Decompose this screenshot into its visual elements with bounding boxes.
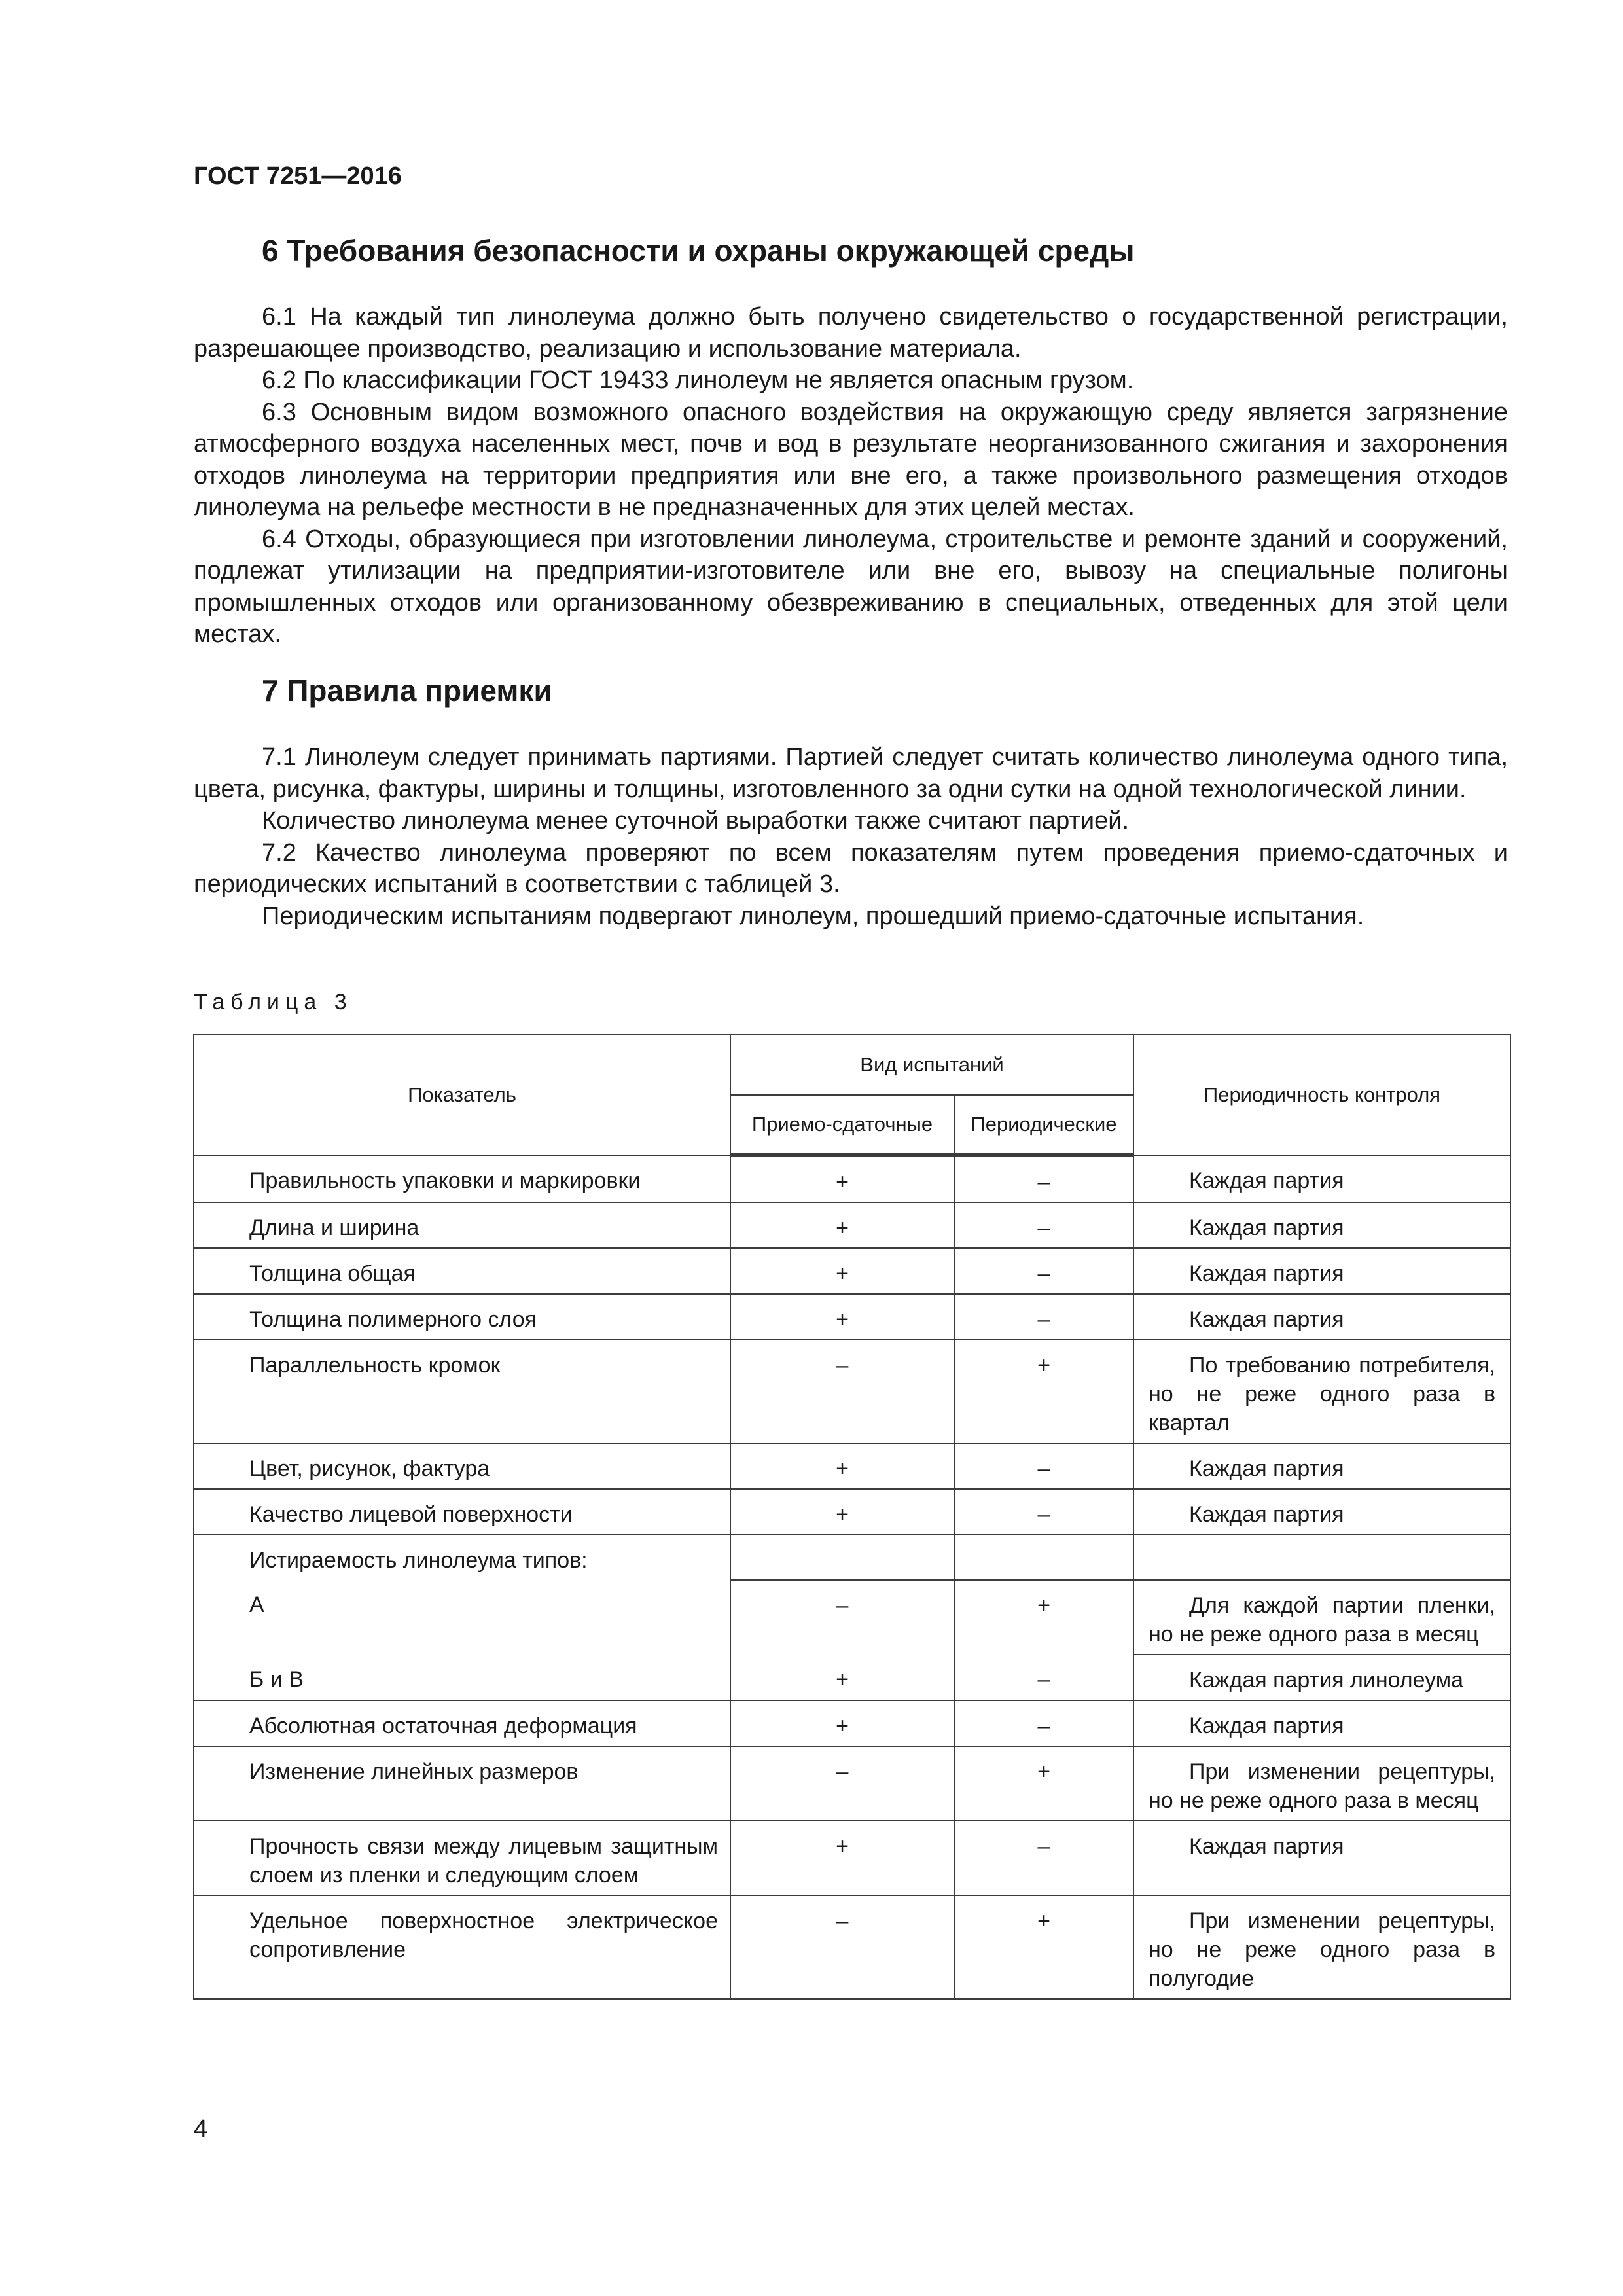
cell-frequency: Каждая партия	[1133, 1700, 1510, 1746]
cell-periodic: –	[954, 1489, 1133, 1535]
table-3	[193, 1034, 1511, 2000]
cell-periodic: +	[954, 1340, 1133, 1443]
cell-acceptance: –	[730, 1580, 954, 1655]
cell-periodic: +	[954, 1746, 1133, 1821]
cell-frequency: Каждая партия	[1133, 1155, 1510, 1202]
cell-indicator: Удельное поверхностное электрическое сопротивление	[194, 1895, 730, 1999]
table-row	[194, 1340, 1510, 1443]
table-row	[194, 1746, 1510, 1821]
cell-indicator: А	[194, 1580, 730, 1655]
cell-acceptance: +	[730, 1155, 954, 1202]
cell-acceptance: +	[730, 1700, 954, 1746]
cell-periodic: –	[954, 1202, 1133, 1248]
cell-periodic: –	[954, 1155, 1133, 1202]
header-test-type: Вид испытаний	[730, 1035, 1133, 1095]
cell-acceptance: +	[730, 1202, 954, 1248]
cell-periodic: +	[954, 1895, 1133, 1999]
cell-indicator: Правильность упаковки и маркировки	[194, 1155, 730, 1202]
cell-acceptance	[730, 1535, 954, 1580]
cell-frequency: Каждая партия	[1133, 1202, 1510, 1248]
table-row	[194, 1821, 1510, 1895]
cell-periodic: –	[954, 1700, 1133, 1746]
cell-frequency: При изменении рецептуры, но не реже одного раза в полугодие	[1133, 1895, 1510, 1999]
cell-periodic: –	[954, 1294, 1133, 1340]
header-indicator: Показатель	[194, 1035, 730, 1155]
cell-acceptance: +	[730, 1489, 954, 1535]
cell-frequency	[1133, 1535, 1510, 1580]
cell-periodic: –	[954, 1443, 1133, 1489]
cell-indicator: Параллельность кромок	[194, 1340, 730, 1443]
section-7-body	[194, 742, 1508, 932]
paragraph-6-1: 6.1 На каждый тип линолеума должно быть получено свидетельство о государственной регистрации, разрешающее производство, реализацию и использование материала.	[194, 303, 1508, 363]
cell-frequency: При изменении рецептуры, но не реже одного раза в месяц	[1133, 1746, 1510, 1821]
table-caption: Таблица 3	[194, 990, 353, 1014]
header-periodic: Периодические	[954, 1095, 1133, 1155]
cell-indicator: Толщина общая	[194, 1248, 730, 1294]
table-row	[194, 1489, 1510, 1535]
table-row	[194, 1443, 1510, 1489]
header-frequency: Периодичность контроля	[1133, 1035, 1510, 1155]
cell-periodic	[954, 1535, 1133, 1580]
cell-acceptance: +	[730, 1443, 954, 1489]
cell-indicator: Изменение линейных размеров	[194, 1746, 730, 1821]
paragraph-7-2-note: Периодическим испытаниям подвергают линолеум, прошедший приемо-сдаточные испытания.	[262, 902, 1364, 930]
paragraph-6-4: 6.4 Отходы, образующиеся при изготовлении линолеума, строительстве и ремонте зданий и сооружений, подлежат утилизации на предприятии-изготовителе или вне его, вывозу на специальные полигоны промышленных отходов или организованному обезвреживанию в специальных, отведенных для этой цели местах.	[194, 525, 1508, 648]
table-row	[194, 1202, 1510, 1248]
cell-frequency: Каждая партия	[1133, 1443, 1510, 1489]
cell-indicator: Б и В	[194, 1655, 730, 1700]
cell-frequency: Каждая партия	[1133, 1489, 1510, 1535]
document-code: ГОСТ 7251—2016	[194, 162, 402, 190]
table-row	[194, 1580, 1510, 1655]
cell-periodic: –	[954, 1248, 1133, 1294]
cell-acceptance: +	[730, 1294, 954, 1340]
cell-indicator: Качество лицевой поверхности	[194, 1489, 730, 1535]
paragraph-7-1: 7.1 Линолеум следует принимать партиями. Партией следует считать количество линолеума одного типа, цвета, рисунка, фактуры, ширины и толщины, изготовленного за одни сутки на одной технологической линии.	[194, 744, 1508, 803]
paragraph-7-1-note: Количество линолеума менее суточной выработки также считают партией.	[262, 807, 1130, 834]
cell-acceptance: –	[730, 1895, 954, 1999]
cell-indicator: Длина и ширина	[194, 1202, 730, 1248]
cell-indicator: Цвет, рисунок, фактура	[194, 1443, 730, 1489]
header-acceptance: Приемо-сдаточные	[730, 1095, 954, 1155]
section-7-heading: 7 Правила приемки	[262, 673, 552, 708]
cell-frequency: Каждая партия	[1133, 1294, 1510, 1340]
cell-periodic: –	[954, 1821, 1133, 1895]
cell-frequency: Каждая партия	[1133, 1821, 1510, 1895]
cell-frequency: Для каждой партии пленки, но не реже одного раза в месяц	[1133, 1580, 1510, 1655]
cell-frequency: Каждая партия	[1133, 1248, 1510, 1294]
cell-indicator: Прочность связи между лицевым защитным слоем из пленки и следующим слоем	[194, 1821, 730, 1895]
section-6-body	[194, 301, 1508, 651]
table-row	[194, 1655, 1510, 1700]
paragraph-6-3: 6.3 Основным видом возможного опасного воздействия на окружающую среду является загрязнение атмосферного воздуха населенных мест, почв и вод в результате неорганизованного сжигания и захоронения отходов линолеума на территории предприятия или вне его, а также произвольного размещения отходов линолеума на рельефе местности в не предназначенных для этих целей местах.	[194, 398, 1508, 521]
table-row	[194, 1895, 1510, 1999]
table-row	[194, 1535, 1510, 1580]
cell-indicator: Толщина полимерного слоя	[194, 1294, 730, 1340]
cell-frequency: Каждая партия линолеума	[1133, 1655, 1510, 1700]
paragraph-6-2: 6.2 По классификации ГОСТ 19433 линолеум не является опасным грузом.	[262, 367, 1134, 394]
cell-periodic: –	[954, 1655, 1133, 1700]
cell-acceptance: +	[730, 1248, 954, 1294]
cell-frequency: По требованию потребителя, но не реже одного раза в квартал	[1133, 1340, 1510, 1443]
cell-indicator: Истираемость линолеума типов:	[194, 1535, 730, 1580]
page-number: 4	[194, 2115, 208, 2143]
table-row	[194, 1155, 1510, 1202]
cell-periodic: +	[954, 1580, 1133, 1655]
table-row	[194, 1248, 1510, 1294]
cell-acceptance: –	[730, 1340, 954, 1443]
cell-acceptance: –	[730, 1746, 954, 1821]
cell-acceptance: +	[730, 1821, 954, 1895]
section-6-heading: 6 Требования безопасности и охраны окружающей среды	[262, 234, 1135, 268]
paragraph-7-2: 7.2 Качество линолеума проверяют по всем показателям путем проведения приемо-сдаточных и периодических испытаний в соответствии с таблицей 3.	[194, 838, 1508, 898]
table-row	[194, 1700, 1510, 1746]
table-row	[194, 1294, 1510, 1340]
cell-indicator: Абсолютная остаточная деформация	[194, 1700, 730, 1746]
cell-acceptance: +	[730, 1655, 954, 1700]
